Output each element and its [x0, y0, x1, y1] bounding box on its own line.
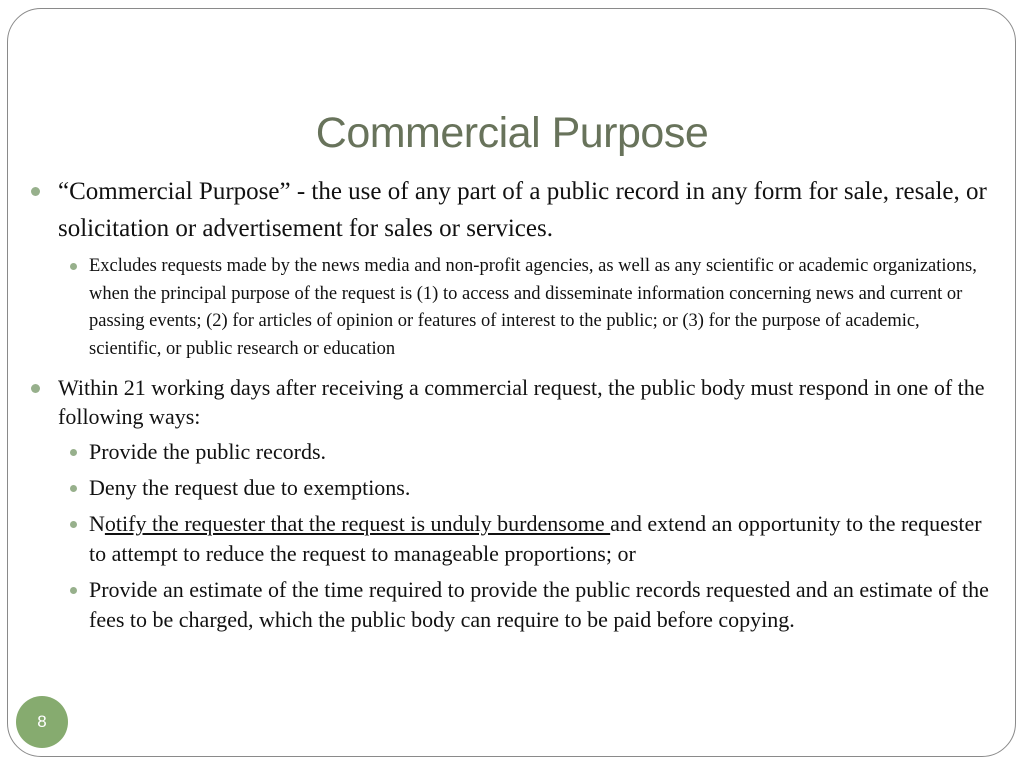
sub-bullet-exclusions [28, 253, 996, 363]
bullet-response-deadline [28, 373, 996, 431]
sub-bullet-text: Deny the request due to exemptions. [89, 475, 411, 500]
bullet-dot-icon [31, 187, 40, 196]
sub-bullet-notify-burdensome [28, 509, 996, 569]
bullet-dot-icon [31, 384, 40, 393]
bullet-dot-icon [70, 263, 77, 270]
bullet-dot-icon [70, 587, 77, 594]
bullet-dot-icon [70, 521, 77, 528]
page-number-badge: 8 [16, 696, 68, 748]
bullet-text: Within 21 working days after receiving a commercial request, the public body must respond in one of the following ways: [58, 375, 985, 429]
sub-bullet-underlined-text: otify the requester that the request is unduly burdensome [104, 511, 611, 536]
sub-bullet-prefix: N [89, 511, 105, 536]
sub-bullet-suffix: and extend an opportunity to the requester to attempt to reduce the request to manageable proportions; or [89, 511, 982, 566]
bullet-dot-icon [70, 449, 77, 456]
bullet-text: “Commercial Purpose” - the use of any part of a public record in any form for sale, resale, or solicitation or advertisement for sales or services. [58, 178, 987, 242]
sub-bullet-text: Provide an estimate of the time required to provide the public records requested and an estimate of the fees to be charged, which the public body can require to be paid before copying. [89, 577, 989, 632]
bullet-commercial-purpose [28, 173, 996, 247]
sub-bullet-text: Provide the public records. [89, 439, 327, 464]
slide-body [28, 173, 996, 641]
sub-bullet-provide-records [28, 437, 996, 467]
bullet-dot-icon [70, 485, 77, 492]
sub-bullet-text: Excludes requests made by the news media and non-profit agencies, as well as any scientific or academic organizations, when the principal purpose of the request is (1) to access and disseminate information concerning news and current or passing events; (2) for articles of opinion or features of interest to the public; or (3) for the purpose of academic, scientific, or public research or education [89, 256, 977, 359]
sub-bullet-provide-estimate [28, 575, 996, 635]
sub-bullet-deny-request [28, 473, 996, 503]
slide-title: Commercial Purpose [315, 109, 709, 157]
